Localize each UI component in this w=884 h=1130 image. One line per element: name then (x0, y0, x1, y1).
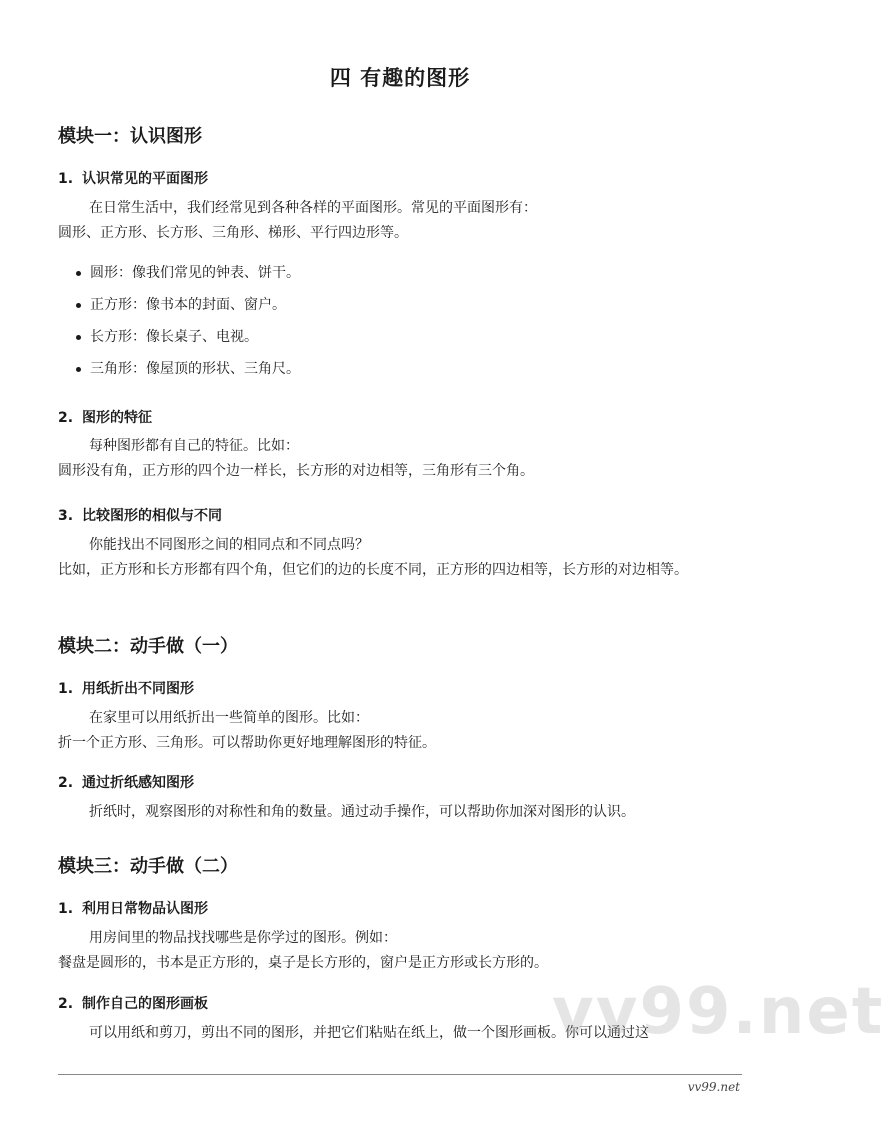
bullet-dot (76, 367, 81, 372)
section-number: 2. (58, 410, 74, 426)
watermark: vv99.net (552, 975, 884, 1049)
footer-divider (58, 1074, 742, 1075)
list-item (76, 358, 300, 390)
section-title: 利用日常物品认图形 (82, 901, 208, 917)
page-title: 四 有趣的图形 (329, 66, 471, 90)
section-number: 1. (58, 901, 74, 917)
section-title: 用纸折出不同图形 (82, 681, 194, 697)
section-title: 制作自己的图形画板 (82, 996, 208, 1012)
list-item (76, 326, 300, 358)
module-heading-3: 模块三：动手做（二） (58, 856, 238, 877)
section-heading (58, 407, 152, 427)
section-heading (58, 678, 194, 698)
section-title: 图形的特征 (82, 410, 152, 426)
section-title: 比较图形的相似与不同 (82, 508, 222, 524)
paragraph: 折纸时，观察图形的对称性和角的数量。通过动手操作，可以帮助你加深对图形的认识。 (89, 804, 635, 820)
paragraph: 餐盘是圆形的，书本是正方形的，桌子是长方形的，窗户是正方形或长方形的。 (58, 955, 548, 971)
module-heading-2: 模块二：动手做（一） (58, 636, 238, 657)
section-heading (58, 772, 194, 792)
bullet-dot (76, 303, 81, 308)
list-item-text: 圆形：像我们常见的钟表、饼干。 (90, 265, 300, 281)
list-item (76, 262, 300, 294)
section-heading (58, 993, 208, 1013)
paragraph: 圆形、正方形、长方形、三角形、梯形、平行四边形等。 (58, 225, 408, 241)
bullet-list (76, 262, 300, 390)
bullet-dot (76, 335, 81, 340)
section-title: 认识常见的平面图形 (82, 171, 208, 187)
list-item-text: 正方形：像书本的封面、窗户。 (90, 297, 286, 313)
paragraph: 比如，正方形和长方形都有四个角，但它们的边的长度不同，正方形的四边相等，长方形的对边相等。 (58, 562, 688, 578)
footer-source: vv99.net (687, 1080, 740, 1094)
paragraph: 在家里可以用纸折出一些简单的图形。比如： (89, 710, 369, 726)
paragraph: 折一个正方形、三角形。可以帮助你更好地理解图形的特征。 (58, 735, 436, 751)
bullet-dot (76, 271, 81, 276)
section-number: 3. (58, 508, 74, 524)
list-item-text: 三角形：像屋顶的形状、三角尺。 (90, 361, 300, 377)
paragraph: 你能找出不同图形之间的相同点和不同点吗？ (89, 537, 369, 553)
list-item-text: 长方形：像长桌子、电视。 (90, 329, 258, 345)
list-item (76, 294, 300, 326)
section-heading (58, 505, 222, 525)
section-heading (58, 898, 208, 918)
paragraph: 可以用纸和剪刀，剪出不同的图形，并把它们粘贴在纸上，做一个图形画板。你可以通过这 (89, 1025, 649, 1041)
section-heading (58, 168, 208, 188)
section-number: 1. (58, 681, 74, 697)
section-number: 1. (58, 171, 74, 187)
paragraph: 圆形没有角，正方形的四个边一样长，长方形的对边相等，三角形有三个角。 (58, 463, 534, 479)
paragraph: 用房间里的物品找找哪些是你学过的图形。例如： (89, 930, 397, 946)
section-title: 通过折纸感知图形 (82, 775, 194, 791)
module-heading-1: 模块一：认识图形 (58, 126, 202, 147)
paragraph: 每种图形都有自己的特征。比如： (89, 438, 299, 454)
paragraph: 在日常生活中，我们经常见到各种各样的平面图形。常见的平面图形有： (89, 200, 537, 216)
section-number: 2. (58, 775, 74, 791)
section-number: 2. (58, 996, 74, 1012)
